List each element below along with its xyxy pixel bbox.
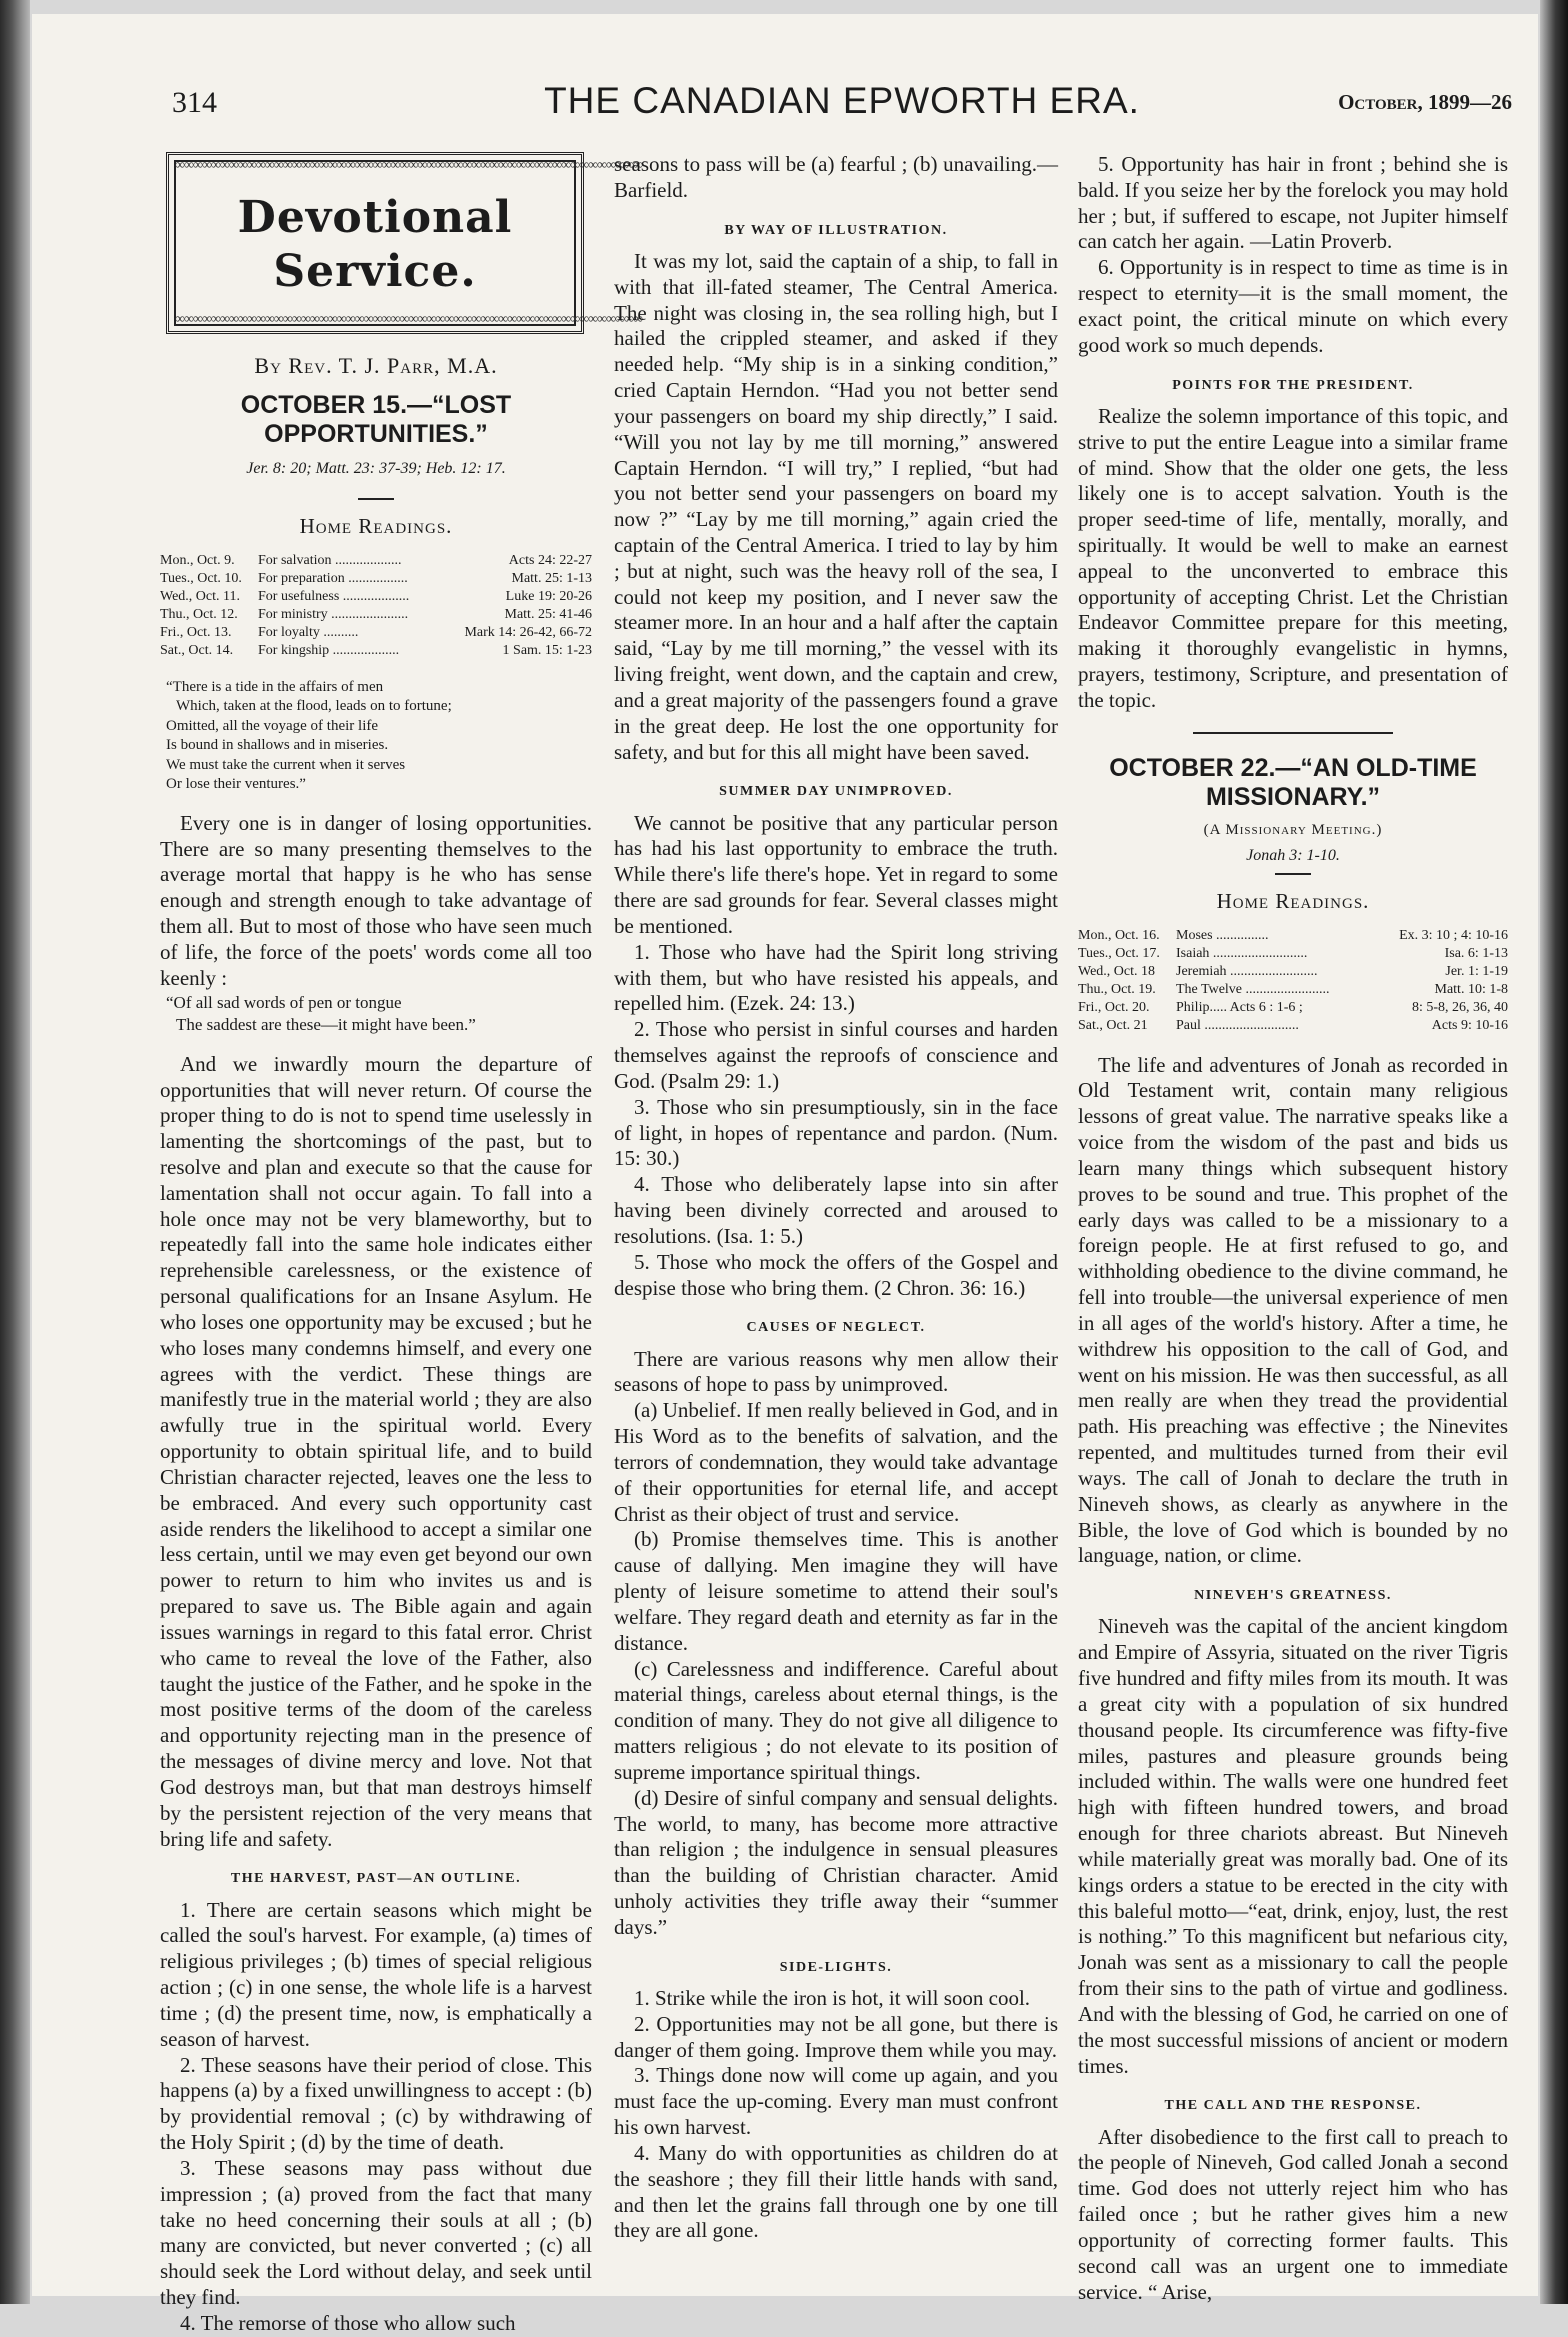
issue-date: October, 1899—26 [1338,90,1512,114]
reading-row [160,624,592,642]
paragraph: 2. Those who persist in sinful courses and harden themselves against the reproofs of conscience and God. (Psalm 29: 1.) [614,1017,1058,1093]
reading-ref: 1 Sam. 15: 1-23 [502,642,592,658]
scripture-refs: Jonah 3: 1-10. [1246,846,1340,864]
paragraph: The life and adventures of Jonah as recorded in Old Testament writ, contain many religious lessons of great value. The narrative speaks like a voice from the wisdom of the past and bids us learn many things which subsequent history proves to be sound and true. This prophet of the early days was called to be a missionary to a foreign people. He at first refused to go, and withholding obedience to the divine command, he fell into trouble—the universal experience of men in all ages of the world's history. After a time, he withdrew his opposition to the call of God, and went on his mission. He was then successful, as all men really are when they tread the providential path. His preaching was effective ; the Ninevites repented, and multitudes turned from their evil ways. The call of Jonah to declare the truth in Nineveh shows, as clearly as anywhere in the Bible, the love of God which is bounded by no language, nation, or clime. [1078,1052,1508,1568]
reading-ref: Jer. 1: 1-19 [1445,964,1508,980]
subheading: THE CALL AND THE RESPONSE. [1164,2098,1422,2114]
paragraph: 1. Strike while the iron is hot, it will soon cool. [634,1985,1031,2010]
reading-topic: For ministry ...................... [258,606,409,622]
divider [1275,873,1311,875]
reading-day: Mon., Oct. 16. [1078,928,1160,944]
subheading: THE HARVEST, PAST—AN OUTLINE. [230,1871,522,1887]
reading-ref: Mark 14: 26-42, 66-72 [464,624,592,640]
column-1 [160,152,642,2337]
page [32,14,1538,2335]
paragraph: 3. Those who sin presumptiously, sin in the face of light, in hopes of repentance and pardon. (Num. 15: 30.) [614,1094,1058,1171]
subheading: CAUSES OF NEGLECT. [746,1320,926,1336]
subheading: SUMMER DAY UNIMPROVED. [719,784,953,800]
paragraph: After disobedience to the first call to preach to the people of Nineveh, God called Jonah a second time. God does not utterly reject him who has failed once ; but he rather gives him a new opportunity of correcting former faults. This second call was an urgent one to immediate service. “ Arise, [1078,2124,1508,2304]
reading-day: Mon., Oct. 9. [160,553,235,569]
journal-title: THE CANADIAN EPWORTH ERA. [544,80,1140,121]
reading-ref: 8: 5-8, 26, 36, 40 [1411,999,1508,1015]
reading-topic: For usefulness ................... [258,589,410,605]
reading-row [160,588,592,606]
reading-row [160,606,592,624]
reading-ref: Matt. 25: 1-13 [511,571,592,587]
reading-ref: Isa. 6: 1-13 [1444,946,1508,962]
paragraph: Realize the solemn importance of this topic, and strive to put the entire League into a similar frame of mind. Show that the older one gets, the less likely one is to accept salvation. Youth is the proper seed-time of life, mentally, morally, and spiritually. It would be well to make an earnest appeal to the unconverted to embrace this opportunity of accepting Christ. Let the Christian Endeavor Committee prepare for this meeting, making it thoroughly evangelistic in hymns, prayers, testimony, Scripture, and presentation of the topic. [1078,403,1508,712]
reading-day: Tues., Oct. 17. [1078,946,1160,962]
reading-topic: Jeremiah ......................... [1176,964,1318,980]
reading-ref: Ex. 3: 10 ; 4: 10-16 [1399,928,1508,944]
paragraph: 1. Those who have had the Spirit long striving with them, but who have resisted his appeals, and repelled him. (Ezek. 24: 13.) [614,939,1058,1016]
reading-day: Thu., Oct. 19. [1078,981,1156,997]
poem-line: We must take the current when it serves [166,756,406,773]
meeting-type: (A Missionary Meeting.) [1203,822,1383,839]
poem-quote [166,678,592,795]
reading-row [1078,999,1508,1017]
reading-topic: For preparation ................. [258,571,408,587]
paragraph: (a) Unbelief. If men really believed in God, and in His Word as to the benefits of salvation, and the terrors of condemnation, they would take advantage of their opportunities for eternal life, and accept Christ as their object of trust and service. [614,1398,1058,1526]
reading-day: Wed., Oct. 11. [160,589,241,605]
column-2 [614,152,1058,2244]
reading-ref: Acts 24: 22-27 [508,553,592,569]
poem-line: Or lose their ventures.” [166,776,306,793]
page-number: 314 [172,86,217,119]
paragraph: Nineveh was the capital of the ancient kingdom and Empire of Assyria, situated on the river Tigris five hundred and fifty miles from its mouth. It was a great city with a population of six hundred thousand people. Its circumference was fifty-five miles, pastures and pleasure grounds being included within. The walls were one hundred feet high with fifteen hundred towers, and broad enough for three chariots abreast. But Nineveh while materially great was morally bad. One of its kings orders a statue to be erected in the city with this baleful motto—“eat, drink, enjoy, lust, the rest is nothing.” To this magnificent but nefarious city, Jonah was sent as a missionary to call the people from their sins to the path of virtue and godliness. And with the blessing of God, he carried on one of the most successful missions of ancient or modern times. [1078,1614,1508,2078]
paragraph: 4. Many do with opportunities as children do at the seashore ; they fill their little hands with sand, and then let the grains fall through one by one till they are all gone. [614,2140,1058,2243]
poem-line: Is bound in shallows and in miseries. [166,737,389,754]
paragraph: (d) Desire of sinful company and sensual delights. The world, to many, has become more attractive than religion ; the indulgence in sensual pleasures than the building of Christian character. Amid unholy activities they trifle away their “summer days.” [614,1785,1058,1939]
quote-line: “Of all sad words of pen or tongue [166,992,402,1012]
reading-row [160,570,592,588]
reading-row [1078,927,1508,945]
readings-table [160,552,592,659]
verse-quote [166,992,592,1036]
reading-row [160,552,592,570]
poem-line: “There is a tide in the affairs of men [166,678,384,695]
reading-row [160,642,592,660]
ornament-border-top: ∞∞∞∞∞∞∞∞∞∞∞∞∞∞∞∞∞∞∞∞∞∞∞∞∞∞∞∞∞∞∞∞∞∞∞∞∞∞∞∞∞∞∞∞∞∞∞∞∞∞∞∞ [175,158,642,173]
reading-day: Wed., Oct. 18 [1078,964,1156,980]
reading-day: Fri., Oct. 13. [160,624,232,640]
section-banner [166,152,642,334]
quote-line: The saddest are these—it might have been.” [176,1014,476,1034]
paragraph: And we inwardly mourn the departure of opportunities that will never return. Of course the proper thing to do is not to spend time uselessly in lamenting the shortcomings of the past, but to resolve and plan and execute so that the cause for lamentation shall not occur again. To fall into a hole once may not be very blameworthy, but to repeatedly fall into the same hole indicates either reprehensible carelessness, or the existence of personal qualifications for an Insane Asylum. He who loses one opportunity may be excused ; but he who loses many condemns himself, and every one agrees with the verdict. These things are manifestly true in the material world ; they are also awfully true in the spiritual world. Every opportunity to obtain spiritual life, and to build Christian character rejected, leaves one the less to be embraced. And every such opportunity cast aside renders the likelihood to accept a similar one less certain, until we may even get beyond our own power to return to him who invites us and is prepared to save us. The Bible again and again issues warnings in regard to this fatal error. Christ who came to reveal the love of the Father, also taught the justice of the Father, and he spoke in the most positive terms of the doom of the careless and opportunity rejecting man in the presence of the messages of divine mercy and love. Not that God destroys man, but that man destroys himself by the persistent rejection of the very means that bring life and safety. [160,1051,592,1851]
poem-line: Which, taken at the flood, leads on to fortune; [176,698,452,715]
scripture-refs: Jer. 8: 20; Matt. 23: 37-39; Heb. 12: 17. [246,459,506,477]
reading-day: Sat., Oct. 14. [160,642,234,658]
reading-ref: Matt. 25: 41-46 [504,606,592,622]
paragraph: It was my lot, said the captain of a ship, to fall in with that ill-fated steamer, The Central America. The night was closing in, the sea rolling high, but I hailed the crippled steamer, and asked if they needed help. “My ship is in a sinking condition,” cried Captain Herndon. “Had you not better send your passengers on board my ship directly,” I said. “Will you not lay by me till morning,” answered Captain Herndon. “I will try,” I replied, “but had you not better send your passengers on board my now ?” “Lay by me till morning,” again cried the captain of the Central America. I tried to lay by him ; but at night, such was the heavy roll of the sea, I could not keep my position, and I never saw the steamer more. In an hour and a half after the captain said, “Lay by me till morning,” the vessel with its living freight, went down, and the captain and crew, and a great majority of the passengers found a grave in the great deep. He lost the one opportunity for safety, and but for this all might have been saved. [614,248,1058,764]
reading-topic: Philip..... Acts 6 : 1-6 ; [1176,999,1303,1015]
paragraph: Every one is in danger of losing opportunities. There are so many presenting themselves to the average mortal that happy is he who has sense enough and strength enough to take advantage of them all. But to most of those who have seen much of life, the force of the poets' words come all too keenly : [160,810,592,990]
topic-heading: OCTOBER 15.—“LOST OPPORTUNITIES.” [240,391,512,449]
reading-row [1078,981,1508,999]
divider [358,498,394,500]
readings-heading: Home Readings. [299,514,453,539]
ornament-border-bottom: ∞∞∞∞∞∞∞∞∞∞∞∞∞∞∞∞∞∞∞∞∞∞∞∞∞∞∞∞∞∞∞∞∞∞∞∞∞∞∞∞∞∞∞∞∞∞∞∞∞∞∞∞ [175,312,642,328]
paragraph: There are various reasons why men allow their seasons of hope to pass by unimproved. [614,1346,1058,1397]
paragraph: 4. The remorse of those who allow such [180,2310,516,2335]
paragraph: 4. Those who deliberately lapse into sin after having been divinely corrected and aroused to resolutions. (Isa. 1: 5.) [614,1172,1058,1248]
subheading: SIDE-LIGHTS. [779,1959,893,1975]
column-3 [1078,152,1508,2305]
byline: By Rev. T. J. Parr, M.A. [254,353,498,379]
section-title: Devotional Service. [237,192,513,298]
reading-topic: Moses ............... [1176,928,1269,944]
reading-topic: For kingship ................... [258,642,400,658]
facing-page-edge [1540,0,1568,2304]
divider [1193,732,1393,734]
paragraph: 6. Opportunity is in respect to time as time is in respect to eternity—it is the small moment, the exact point, the critical minute on which every good work so much depends. [1078,255,1508,357]
reading-topic: The Twelve ........................ [1176,981,1330,997]
paragraph: (b) Promise themselves time. This is another cause of dallying. Men imagine they will have plenty of leisure sometime to attend their soul's welfare. They regard death and eternity as far in the distance. [614,1527,1058,1655]
reading-ref: Acts 9: 10-16 [1431,1017,1508,1033]
paragraph: 3. Things done now will come up again, and you must face the up-coming. Every man must confront his own harvest. [614,2063,1058,2140]
reading-day: Thu., Oct. 12. [160,606,238,622]
reading-topic: Paul ........................... [1176,1017,1299,1033]
reading-topic: For loyalty .......... [258,624,359,640]
paragraph: 5. Opportunity has hair in front ; behind she is bald. If you seize her by the forelock you may hold her ; but, if suffered to escape, not Jupiter himself can catch her again. —Latin Proverb. [1078,152,1508,254]
paragraph: (c) Carelessness and indifference. Careful about material things, careless about eternal things, is the condition of many. They do not give all diligence to matters religious ; do not elevate to its position of supreme importance spiritual things. [614,1656,1058,1784]
topic-heading: OCTOBER 22.—“AN OLD-TIME MISSIONARY.” [1109,753,1477,811]
paragraph: 2. Opportunities may not be all gone, but there is danger of them going. Improve them while you may. [614,2011,1058,2062]
reading-ref: Matt. 10: 1-8 [1434,981,1508,997]
reading-topic: Isaiah ........................... [1176,946,1308,962]
reading-row [1078,1017,1508,1035]
readings-heading: Home Readings. [1216,889,1370,914]
running-header [172,80,1512,130]
book-binding [0,0,30,2304]
paragraph: We cannot be positive that any particular person has had his last opportunity to embrace the truth. While there's life there's hope. Yet in regard to some there are sad grounds for fear. Several classes might be mentioned. [614,810,1058,938]
subheading: BY WAY OF ILLUSTRATION. [724,222,948,238]
reading-row [1078,945,1508,963]
paragraph: 3. These seasons may pass without due impression ; (a) proved from the fact that many take no heed concerning their souls at all ; (b) many are convicted, but never converted ; (c) all should seek the Lord without delay, and seek until they find. [160,2155,592,2309]
reading-day: Sat., Oct. 21 [1078,1017,1148,1033]
reading-topic: For salvation ................... [258,553,402,569]
subheading: POINTS FOR THE PRESIDENT. [1172,377,1414,393]
paragraph: 2. These seasons have their period of close. This happens (a) by a fixed unwillingness to accept : (b) by providential removal ; (c) by withdrawing of the Holy Spirit ; (d) by the time of death. [160,2052,592,2155]
reading-row [1078,963,1508,981]
paragraph: 5. Those who mock the offers of the Gospel and despise those who bring them. (2 Chron. 36: 16.) [614,1249,1058,1300]
reading-ref: Luke 19: 20-26 [505,589,592,605]
paragraph: seasons to pass will be (a) fearful ; (b) unavailing.—Barfield. [614,152,1058,202]
subheading: NINEVEH'S GREATNESS. [1194,1588,1392,1604]
reading-day: Tues., Oct. 10. [160,571,242,587]
readings-table [1078,927,1508,1034]
reading-day: Fri., Oct. 20. [1078,999,1150,1015]
paragraph: 1. There are certain seasons which might be called the soul's harvest. For example, (a) times of religious privileges ; (b) times of special religious action ; (c) in one sense, the whole life is a harvest time ; (d) the present time, now, is emphatically a season of harvest. [160,1897,592,2051]
poem-line: Omitted, all the voyage of their life [166,717,379,734]
